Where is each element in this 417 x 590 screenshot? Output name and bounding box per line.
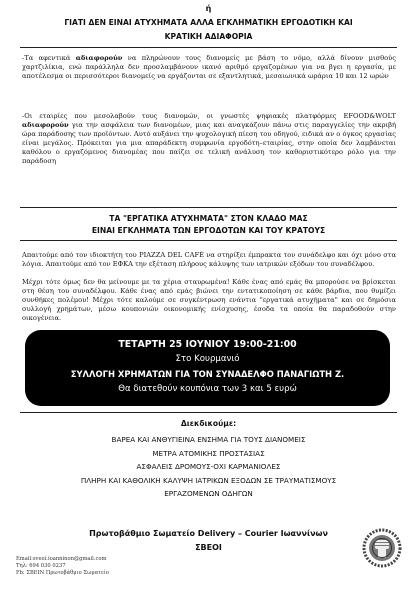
demand-item: ΜΕΤΡΑ ΑΤΟΜΙΚΗΣ ΠΡΟΣΤΑΣΙΑΣ [152, 448, 265, 458]
event-date: ΤΕΤΑΡΤΗ 25 ΙΟΥΝΙΟΥ 19:00-21:00 [118, 339, 297, 350]
event-coupons: Θα διατεθούν κουπόνια των 3 και 5 ευρώ [118, 384, 297, 394]
header-divider [20, 47, 397, 48]
event-title: ΣΥΛΛΟΓΗ ΧΡΗΜΑΤΩΝ ΓΙΑ ΤΟΝ ΣΥΝΑΔΕΛΦΟ ΠΑΝΑΓΙΩΤΗ Ζ. [70, 369, 345, 379]
section2-title-line1: ΤΑ "ΕΡΓΑΤΙΚΑ ΑΤΥΧΗΜΑΤΑ" ΣΤΟΝ ΚΛΑΔΟ ΜΑΣ [109, 214, 308, 223]
demand-item: ΕΡΓΑΖΟΜΕΝΩΝ ΟΔΗΓΩΝ [164, 489, 253, 499]
contact-facebook: Fb: ΣΒΕΙΝ Πρωτοβάθμιο Σωματείο [16, 569, 109, 576]
section2-divider-bottom [20, 240, 397, 241]
section2-paragraph-1: Απαιτούμε από τον ιδιοκτήτη του PIAZZA DEL CAFÉ να στηρίξει έμπρακτα τον συνάδελφο και όχι μόνο στα λόγια. Απαιτούμε από τον ΕΦΚΑ την εξέταση πλήρους κάλυψης των ιατρικών εξόδων του συναδέλφου. [22, 251, 396, 268]
section2-divider-top [20, 207, 397, 208]
demands-list [0, 433, 417, 501]
section2-paragraph-2: Μέχρι τότε όμως δεν θα μείνουμε με τα χέρια σταυρωμένα! Κάθε ένας από εμάς θα μπορούσε να βρίσκεται στη θέση του συναδέλφου. Κάθε ένας από εμάς βιώνει την εντατικοποίηση σε κάθε βάρδια, που θυμίζει συνθήκες πολέμου! Μέχρι τότε καλούμε σε συγκέντρωση ενάντια "εργατικά ατυχήματα" και σε δημόσια συλλογή χρημάτων, μέσω κουπονιών οικονομικής ενίσχυσης, έσοδα τα οποία θα παραδοθούν στην οικογένεια. [22, 278, 396, 322]
section2-title-line2: ΕΙΝΑΙ ΕΓΚΛΗΜΑΤΑ ΤΩΝ ΕΡΓΟΔΟΤΩΝ ΚΑΙ ΤΟΥ ΚΡΑΤΟΥΣ [91, 226, 326, 235]
contact-email: Email:sveoi.ioanninon@gmail.com [16, 556, 107, 562]
event-banner [25, 330, 390, 406]
demands-heading: Διεκδικούμε: [180, 419, 237, 428]
header-title-line1: ΓΙΑΤΙ ΔΕΝ ΕΙΝΑΙ ΑΤΥΧΗΜΑΤΑ ΑΛΛΑ ΕΓΚΛΗΜΑΤΙΚΗ ΕΡΓΟΔΟΤΙΚΗ ΚΑΙ [64, 18, 353, 27]
demand-item: ΠΛΗΡΗ ΚΑΙ ΚΑΘΟΛΙΚΗ ΚΑΛΥΨΗ ΙΑΤΡΙΚΩΝ ΕΞΟΔΩΝ ΣΕ ΤΡΑΥΜΑΤΙΣΜΟΥΣ [80, 475, 337, 485]
section1-paragraph-2: -Οι εταιρίες που μεσολαβούν τους διανομών, οι γνωστές ψηφιακές πλατφόρμες EFOOD&WOLT αδιαφορούν για την ασφάλεια των διανομέων, μιας και αναγκάζουν πάνω στις παραγγελίες την ακριβή ώρα παράδοσης των προϊόντων. Αυτό αυξάνει την ψυχολογική πίεση του οδηγού, ειδικά αν ο όγκος εργασίας είναι μεγάλος. Πρόκειται για μια απαράδεκτη συμφωνία εργοδότη–εταιρίας, στην οποία δεν λαμβάνεται καθόλου ο εργαζόμενος διανομέας που παίζει σε τελική ανάλυση τον καθοριστικότερο ρόλο για την παράδοση [22, 112, 396, 165]
union-logo-icon [362, 528, 402, 568]
event-place: Στο Κουρμανιό [175, 354, 240, 364]
contact-block [16, 556, 156, 576]
demand-item: ΑΣΦΑΛΕΙΣ ΔΡΟΜΟΥΣ-ΟΧΙ ΚΑΡΜΑΝΙΟΛΕΣ [136, 462, 281, 472]
demand-item: ΒΑΡΕΑ ΚΑΙ ΑΝΘΥΓΙΕΙΝΑ ΕΝΣΗΜΑ ΓΙΑ ΤΟΥΣ ΔΙΑΝΟΜΕΙΣ [111, 435, 306, 444]
section1-paragraph-1: -Τα αφεντικά αδιαφορούν να πληρώνουν τους διανομείς με βάση το νόμο, αλλά δίνουν μισθούς χαρτζιλίκια, ενώ παράλληλα δεν προσλαμβάνουν ικανό αριθμό εργαζομένων για να βγει η εργασία, με αποτέλεσμα οι περισσότεροι διανομείς να εργάζονται σε εξαντλητικά, μεσαιωνικά ωράρια 10 και 12 ωρών [22, 54, 396, 80]
header-title-line2: ΚΡΑΤΙΚΗ ΑΔΙΑΦΟΡΙΑ [164, 32, 253, 41]
union-name: Πρωτοβάθμιο Σωματείο Delivery – Courier Ιωαννίνων [89, 529, 328, 538]
header-marker: ή [205, 4, 212, 13]
union-abbreviation: ΣΒΕΟΙ [195, 543, 222, 552]
contact-phone: Τηλ: 694 030 0237 [16, 562, 66, 569]
demands-divider [20, 412, 397, 413]
